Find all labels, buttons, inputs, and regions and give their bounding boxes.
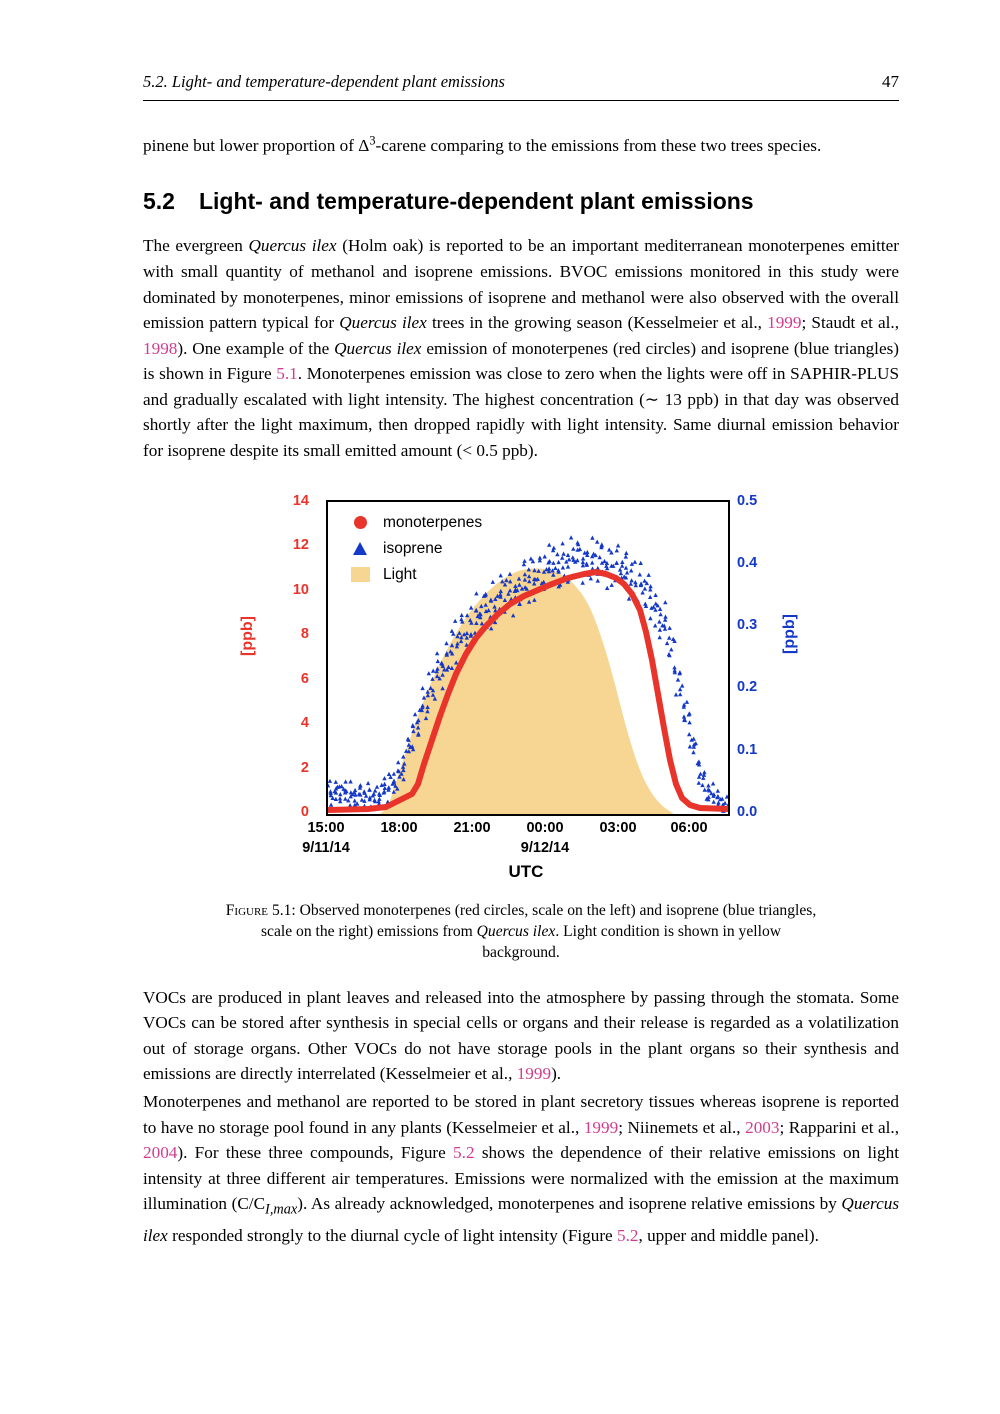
chart-legend (350, 510, 482, 588)
x-tick-18-00: 18:00 (380, 819, 418, 836)
x-tick-00-00: 00:00 (526, 819, 564, 836)
p1-t5: ). One example of the (177, 338, 335, 358)
p3-t7: responded strongly to the diurnal cycle of light intensity (Figure (167, 1226, 617, 1246)
legend-label-light: Light (383, 565, 417, 583)
p3-t5: shows the dependence of their relative emissions on light intensity at three different air temperatures. Emissions were normalized with the emission at the maximum illumination (C/C (143, 1143, 899, 1214)
figure-ref-5-2-b[interactable]: 5.2 (617, 1226, 639, 1246)
citation-kesselmeier-1999-c[interactable]: 1999 (583, 1117, 619, 1137)
paragraph-intro (143, 128, 899, 158)
x-axis-title: UTC (508, 861, 544, 881)
y-tick-right-0-0: 0.0 (737, 803, 758, 820)
caption-text-1: Observed monoterpenes (red circles, scale on the left) and isoprene (blue triangles, scale on the right) emissions from (260, 901, 817, 940)
citation-kesselmeier-1999-b[interactable]: 1999 (516, 1064, 552, 1084)
y-axis-left-label: [ppb] (239, 615, 256, 656)
figure-caption (221, 900, 821, 963)
caption-species: Quercus ilex (476, 922, 556, 940)
yellow-swatch-icon (350, 567, 370, 582)
legend-item-light (350, 562, 482, 588)
plot-area (326, 500, 730, 816)
p1-italic-species-2: Quercus ilex (339, 313, 427, 333)
header-divider (143, 100, 899, 101)
x-tick-21-00: 21:00 (453, 819, 491, 836)
y-axis-right-label: [ppb] (781, 613, 798, 654)
caption-number: 5.1: (271, 901, 296, 919)
p3-t6: ). As already acknowledged, monoterpenes and isoprene relative emissions by (297, 1194, 842, 1214)
p3-subscript: I,max (265, 1201, 298, 1218)
section-title: Light- and temperature-dependent plant emissions (198, 188, 754, 215)
p3-t4: ). For these three compounds, Figure (177, 1143, 454, 1163)
y-tick-left-12: 12 (292, 536, 309, 553)
y-tick-right-0-4: 0.4 (737, 554, 758, 571)
x-date-next: 9/12/14 (520, 839, 570, 856)
p1-t1: The evergreen (143, 236, 249, 256)
section-heading (143, 188, 899, 215)
p1-t2: (Holm oak) is reported to be an important mediterranean monoterpenes emitter with small quantity of methanol and isoprene emissions. BVOC emissions monitored in this study were dominated by monoterpenes, minor emissions of isoprene and methanol were also observed with the overall emission pattern typical for (143, 236, 900, 333)
running-head-title: 5.2. Light- and temperature-dependent plant emissions (143, 72, 505, 91)
blue-triangle-icon (350, 542, 370, 555)
p1-t7: . Monoterpenes emission was close to zero when the lights were off in SAPHIR-PLUS and gradually escalated with light intensity. The highest concentration (∼ 13 ppb) in that day was observed shortly after the light maximum, then dropped rapidly with light intensity. Same diurnal emission behavior for isoprene despite its small emitted amount (< 0.5 ppb). (143, 364, 900, 461)
page-content (143, 128, 899, 1249)
p1-italic-species-1: Quercus ilex (248, 236, 337, 256)
p2-t1: VOCs are produced in plant leaves and released into the atmosphere by passing through the stomata. Some VOCs can be stored after synthesis in special cells or organs and their release is regarded as a volatilization out of storage organs. Other VOCs do not have storage pools in the plant organs so their synthesis and emissions are directly interrelated (Kesselmeier et al., (143, 987, 899, 1084)
p1-t4: ; Staudt et al., (801, 313, 900, 333)
citation-rapparini-2004[interactable]: 2004 (143, 1143, 178, 1163)
p3-italic-species: Quercus ilex (143, 1194, 900, 1246)
caption-label: Figure (225, 901, 269, 919)
citation-staudt-1998[interactable]: 1998 (143, 338, 178, 358)
x-tick-03-00: 03:00 (599, 819, 637, 836)
intro-text: pinene but lower proportion of $\Delta^3$-carene comparing to the emissions from these two trees species. (143, 133, 822, 155)
y-tick-left-4: 4 (300, 714, 309, 731)
y-tick-left-2: 2 (300, 759, 309, 776)
p1-t6: emission of monoterpenes (red circles) and isoprene (blue triangles) is shown in Figure (143, 338, 899, 384)
legend-item-monoterpenes (350, 510, 482, 536)
y-tick-right-0-1: 0.1 (737, 741, 758, 758)
caption-text-2: . Light condition is shown in yellow background. (482, 922, 781, 961)
p3-t8: , upper and middle panel). (638, 1226, 819, 1246)
y-tick-right-0-3: 0.3 (737, 616, 758, 633)
p3-t2: ; Niinemets et al., (618, 1117, 746, 1137)
light-area (328, 565, 674, 814)
paragraph-1 (143, 233, 899, 463)
y-tick-right-0-2: 0.2 (737, 678, 758, 695)
p2-t2: ). (551, 1064, 562, 1084)
figure-container (143, 486, 899, 886)
y-tick-right-0-5: 0.5 (737, 492, 758, 509)
figure-ref-5-2[interactable]: 5.2 (453, 1143, 475, 1163)
red-circle-icon (350, 516, 370, 529)
section-number: 5.2 (143, 188, 175, 215)
legend-item-isoprene (350, 536, 482, 562)
x-date-start: 9/11/14 (302, 839, 350, 856)
y-tick-left-10: 10 (292, 581, 309, 598)
citation-kesselmeier-1999[interactable]: 1999 (767, 313, 802, 333)
y-tick-left-6: 6 (300, 670, 309, 687)
y-tick-left-0: 0 (300, 803, 309, 820)
y-tick-left-14: 14 (292, 492, 309, 509)
paragraph-2 (143, 985, 899, 1087)
legend-label-monoterpenes: monoterpenes (383, 513, 483, 531)
running-head (143, 72, 899, 92)
x-tick-15-00: 15:00 (307, 819, 345, 836)
p1-t3: trees in the growing season (Kesselmeier et al., (426, 313, 768, 333)
y-tick-left-8: 8 (300, 625, 309, 642)
p3-t1: Monoterpenes and methanol are reported to be stored in plant secretory tissues whereas isoprene is reported to have no storage pool found in any plants (Kesselmeier et al., (143, 1092, 899, 1137)
x-tick-06-00: 06:00 (670, 819, 708, 836)
figure-ref-5-1[interactable]: 5.1 (276, 364, 298, 384)
p3-t3: ; Rapparini et al., (779, 1117, 899, 1137)
p1-italic-species-3: Quercus ilex (334, 338, 422, 358)
page-number: 47 (882, 72, 899, 91)
figure-5-1 (241, 486, 801, 886)
paragraph-3 (143, 1089, 899, 1249)
legend-label-isoprene: isoprene (383, 539, 443, 557)
citation-niinemets-2003[interactable]: 2003 (745, 1117, 780, 1137)
